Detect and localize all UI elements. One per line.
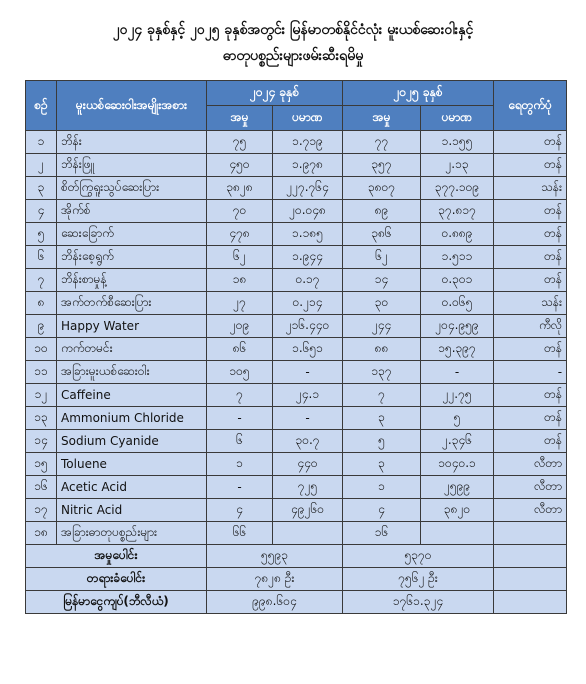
drug-name-cell: Nitric Acid <box>57 499 207 522</box>
header-cases-2024: အမှု <box>207 106 273 131</box>
table-row <box>26 223 567 246</box>
cases-2024-cell: ၄ <box>207 499 273 522</box>
summary-empty-cell <box>494 591 567 614</box>
summary-value-2025: ၅၃၇၀ <box>343 545 494 568</box>
table-row <box>26 407 567 430</box>
cases-2024-cell: ၁၈ <box>207 269 273 292</box>
header-year-2024: ၂၀၂၄ ခုနှစ် <box>207 81 343 106</box>
quantity-2024-cell: ၇၂၅ <box>273 476 343 499</box>
drug-name-cell: စိတ်ကြွရူးသွပ်ဆေးပြား <box>57 177 207 200</box>
quantity-2024-cell: ၁.၇၁၉ <box>273 131 343 154</box>
unit-cell: လီတာ <box>494 499 567 522</box>
unit-cell: တန် <box>494 131 567 154</box>
table-row <box>26 154 567 177</box>
table-row <box>26 131 567 154</box>
table-row <box>26 200 567 223</box>
drug-name-cell: Acetic Acid <box>57 476 207 499</box>
summary-value-2025: ၁၇၆၁.၃၂၄ <box>343 591 494 614</box>
quantity-2024-cell: ၀.၂၁၄ <box>273 292 343 315</box>
row-number-cell: ၁၀ <box>26 338 57 361</box>
quantity-2025-cell: ၁၅.၃၉၇ <box>421 338 494 361</box>
cases-2025-cell: ၃၀ <box>343 292 421 315</box>
table-row <box>26 361 567 384</box>
row-number-cell: ၄ <box>26 200 57 223</box>
quantity-2024-cell: ၁.၆၅၁ <box>273 338 343 361</box>
quantity-2025-cell: ၂၂.၇၅ <box>421 384 494 407</box>
table-row <box>26 177 567 200</box>
row-number-cell: ၁၂ <box>26 384 57 407</box>
header-qty-2025: ပမာဏ <box>421 106 494 131</box>
cases-2024-cell: ၇၅ <box>207 131 273 154</box>
quantity-2025-cell: - <box>421 361 494 384</box>
unit-cell: လီတာ <box>494 476 567 499</box>
quantity-2024-cell: ၂၄.၁ <box>273 384 343 407</box>
summary-row <box>26 568 567 591</box>
drug-name-cell: ဘိန်းစာမှုန့် <box>57 269 207 292</box>
table-row <box>26 338 567 361</box>
quantity-2025-cell: ၅ <box>421 407 494 430</box>
drug-name-cell: Happy Water <box>57 315 207 338</box>
table-row <box>26 269 567 292</box>
table-row <box>26 476 567 499</box>
drug-name-cell: Toluene <box>57 453 207 476</box>
cases-2025-cell: ၂၄၄ <box>343 315 421 338</box>
table-row <box>26 384 567 407</box>
quantity-2024-cell: ၁.၁၈၅ <box>273 223 343 246</box>
cases-2024-cell: ၁ <box>207 453 273 476</box>
quantity-2025-cell <box>421 522 494 545</box>
unit-cell <box>494 522 567 545</box>
quantity-2024-cell: - <box>273 361 343 384</box>
quantity-2025-cell: ၂၀၄.၉၅၉ <box>421 315 494 338</box>
unit-cell: တန် <box>494 384 567 407</box>
table-row <box>26 430 567 453</box>
cases-2024-cell: ၂၇ <box>207 292 273 315</box>
cases-2024-cell: ၇၀ <box>207 200 273 223</box>
cases-2025-cell: ၇၇ <box>343 131 421 154</box>
drug-name-cell: ဘိန်း <box>57 131 207 154</box>
cases-2024-cell: ၂၀၉ <box>207 315 273 338</box>
drug-name-cell: အက်တက်စီဆေးပြား <box>57 292 207 315</box>
seizure-table <box>25 80 567 614</box>
row-number-cell: ၁ <box>26 131 57 154</box>
unit-cell: တန် <box>494 246 567 269</box>
summary-row <box>26 591 567 614</box>
unit-cell: - <box>494 361 567 384</box>
drug-name-cell: ကက်တမင်း <box>57 338 207 361</box>
summary-value-2024: ၇၈၂၈ ဦး <box>207 568 343 591</box>
drug-name-cell: အိုက်စ် <box>57 200 207 223</box>
drug-name-cell: အခြားဓာတုပစ္စည်းများ <box>57 522 207 545</box>
quantity-2025-cell: ၀.၈၈၉ <box>421 223 494 246</box>
cases-2024-cell: ၇ <box>207 384 273 407</box>
page-title-line-1: ၂၀၂၄ ခုနှစ်နှင့် ၂၀၂၅ ခုနှစ်အတွင်း မြန်မာတစ်နိုင်ငံလုံး မူးယစ်ဆေးဝါးနှင့် <box>112 22 474 38</box>
drug-name-cell: Sodium Cyanide <box>57 430 207 453</box>
table-row <box>26 522 567 545</box>
quantity-2025-cell: ၁.၁၅၅ <box>421 131 494 154</box>
unit-cell: တန် <box>494 223 567 246</box>
cases-2024-cell: ၁၀၅ <box>207 361 273 384</box>
cases-2024-cell: ၈၆ <box>207 338 273 361</box>
cases-2025-cell: ၈၈ <box>343 338 421 361</box>
drug-name-cell: ဆေးခြောက် <box>57 223 207 246</box>
table-row <box>26 315 567 338</box>
quantity-2025-cell: ၂.၃၄၆ <box>421 430 494 453</box>
quantity-2025-cell: ၃၈၂၀ <box>421 499 494 522</box>
page-title-line-2: ဓာတုပစ္စည်းများဖမ်းဆီးရမိမှု <box>222 48 364 64</box>
quantity-2025-cell: ၀.၃၀၁ <box>421 269 494 292</box>
row-number-cell: ၁၅ <box>26 453 57 476</box>
quantity-2025-cell: ၁၀၄၀.၁ <box>421 453 494 476</box>
row-number-cell: ၁၆ <box>26 476 57 499</box>
cases-2024-cell: ၆ <box>207 430 273 453</box>
header-drug-type: မူးယစ်ဆေးဝါးအမျိုးအစား <box>57 81 207 131</box>
row-number-cell: ၁၄ <box>26 430 57 453</box>
summary-value-2025: ၇၅၆၂ ဦး <box>343 568 494 591</box>
cases-2025-cell: ၃ <box>343 453 421 476</box>
unit-cell: တန် <box>494 269 567 292</box>
cases-2025-cell: ၃၅၇ <box>343 154 421 177</box>
cases-2024-cell: ၃၈၂၈ <box>207 177 273 200</box>
cases-2025-cell: ၁၃၇ <box>343 361 421 384</box>
header-cases-2025: အမှု <box>343 106 421 131</box>
cases-2024-cell: ၄၇၈ <box>207 223 273 246</box>
cases-2025-cell: ၁၆ <box>343 522 421 545</box>
drug-name-cell: Ammonium Chloride <box>57 407 207 430</box>
cases-2024-cell: ၄၅၀ <box>207 154 273 177</box>
row-number-cell: ၈ <box>26 292 57 315</box>
table-row <box>26 499 567 522</box>
cases-2024-cell: ၆၂ <box>207 246 273 269</box>
cases-2025-cell: ၄ <box>343 499 421 522</box>
cases-2025-cell: ၈၉ <box>343 200 421 223</box>
unit-cell: သန်း <box>494 177 567 200</box>
cases-2025-cell: ၆၂ <box>343 246 421 269</box>
header-no: စဉ် <box>26 81 57 131</box>
unit-cell: လီတာ <box>494 453 567 476</box>
row-number-cell: ၁၈ <box>26 522 57 545</box>
unit-cell: တန် <box>494 200 567 223</box>
summary-empty-cell <box>494 545 567 568</box>
cases-2024-cell: - <box>207 476 273 499</box>
quantity-2025-cell: ၁.၅၁၁ <box>421 246 494 269</box>
quantity-2025-cell: ၃၇၇.၁၀၉ <box>421 177 494 200</box>
row-number-cell: ၁၇ <box>26 499 57 522</box>
row-number-cell: ၇ <box>26 269 57 292</box>
summary-empty-cell <box>494 568 567 591</box>
cases-2025-cell: ၅ <box>343 430 421 453</box>
cases-2025-cell: ၃၈၆ <box>343 223 421 246</box>
cases-2024-cell: - <box>207 407 273 430</box>
summary-label: မြန်မာငွေကျပ်(ဘီလီယံ) <box>26 591 207 614</box>
summary-value-2024: ၅၅၉၃ <box>207 545 343 568</box>
cases-2025-cell: ၁၄ <box>343 269 421 292</box>
quantity-2024-cell: ၃၀.၇ <box>273 430 343 453</box>
drug-name-cell: ဘိန်းဖြူ <box>57 154 207 177</box>
summary-value-2024: ၉၉၈.၆၀၄ <box>207 591 343 614</box>
quantity-2024-cell: ၁.၉၇၈ <box>273 154 343 177</box>
drug-name-cell: အခြားမူးယစ်ဆေးဝါး <box>57 361 207 384</box>
quantity-2024-cell: ၂၁၆.၄၄၀ <box>273 315 343 338</box>
cases-2025-cell: ၃၈၀၇ <box>343 177 421 200</box>
unit-cell: တန် <box>494 154 567 177</box>
quantity-2024-cell: ၁.၉၄၄ <box>273 246 343 269</box>
row-number-cell: ၁၁ <box>26 361 57 384</box>
table-row <box>26 292 567 315</box>
cases-2024-cell: ၆၆ <box>207 522 273 545</box>
quantity-2024-cell: ၄၄၀ <box>273 453 343 476</box>
quantity-2024-cell: ၂၂၇.၇၆၄ <box>273 177 343 200</box>
row-number-cell: ၅ <box>26 223 57 246</box>
unit-cell: တန် <box>494 430 567 453</box>
summary-row <box>26 545 567 568</box>
quantity-2025-cell: ၃၇.၈၁၇ <box>421 200 494 223</box>
summary-label: အမှုပေါင်း <box>26 545 207 568</box>
cases-2025-cell: ၁ <box>343 476 421 499</box>
quantity-2025-cell: ၂.၁၃ <box>421 154 494 177</box>
row-number-cell: ၂ <box>26 154 57 177</box>
quantity-2024-cell <box>273 522 343 545</box>
row-number-cell: ၃ <box>26 177 57 200</box>
drug-name-cell: Caffeine <box>57 384 207 407</box>
unit-cell: ကီလို <box>494 315 567 338</box>
header-qty-2024: ပမာဏ <box>273 106 343 131</box>
table-row <box>26 453 567 476</box>
table-body <box>26 131 567 614</box>
table-header <box>26 81 567 131</box>
quantity-2024-cell: ၀.၁၇ <box>273 269 343 292</box>
unit-cell: တန် <box>494 338 567 361</box>
row-number-cell: ၁၃ <box>26 407 57 430</box>
row-number-cell: ၉ <box>26 315 57 338</box>
cases-2025-cell: ၃ <box>343 407 421 430</box>
header-year-2025: ၂၀၂၅ ခုနှစ် <box>343 81 494 106</box>
quantity-2024-cell: - <box>273 407 343 430</box>
quantity-2024-cell: ၂၀.၀၄၈ <box>273 200 343 223</box>
quantity-2025-cell: ၀.၀၆၅ <box>421 292 494 315</box>
header-unit: ရေတွက်ပုံ <box>494 81 567 131</box>
quantity-2024-cell: ၄၉၂၆၀ <box>273 499 343 522</box>
drug-name-cell: ဘိန်းစေ့ရွက် <box>57 246 207 269</box>
cases-2025-cell: ၇ <box>343 384 421 407</box>
unit-cell: တန် <box>494 407 567 430</box>
quantity-2025-cell: ၂၅၉၉ <box>421 476 494 499</box>
summary-label: တရားခံပေါင်း <box>26 568 207 591</box>
table-row <box>26 246 567 269</box>
unit-cell: သန်း <box>494 292 567 315</box>
row-number-cell: ၆ <box>26 246 57 269</box>
